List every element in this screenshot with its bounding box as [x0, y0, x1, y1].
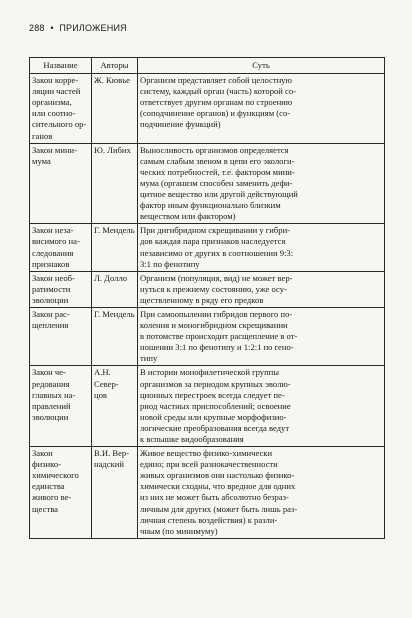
- law-name-cell: Закон корре- ляции частей организма, или соотно- сительного ор- ганов: [30, 74, 92, 144]
- page-number: 288: [29, 23, 45, 33]
- law-essence-cell: При дигибридном скрещивании у гибри- дов каждая пара признаков наследуется независимо от других в соотношении 9:3: 3:1 по фенотипу: [138, 224, 385, 271]
- table-row: [30, 271, 385, 307]
- law-name-cell: Закон че- редования главных на- правлений эволюции: [30, 366, 92, 447]
- law-name-cell: Закон рас- щепления: [30, 307, 92, 365]
- column-header-essence: Суть: [138, 58, 385, 74]
- column-header-authors: Авторы: [92, 58, 138, 74]
- section-title: ПРИЛОЖЕНИЯ: [59, 23, 127, 33]
- bullet-separator: •: [50, 23, 54, 33]
- table-row: [30, 307, 385, 365]
- column-header-name: Название: [30, 58, 92, 74]
- law-essence-cell: В истории монофилетической группы организмов за периодом крупных эволю- ционных перестроек всегда следует пе- риод частных приспособлений; освоение новой среды или крупные морфофизио- логические преобразования всегда ведут к вспышке видообразования: [138, 366, 385, 447]
- table-row: [30, 224, 385, 271]
- table-row: [30, 366, 385, 447]
- table-row: [30, 143, 385, 224]
- law-author-cell: Ж. Кювье: [92, 74, 138, 144]
- law-essence-cell: Организм представляет собой целостную систему, каждый орган (часть) которой со- ответствует другим органам по строению (соподчинение органов) и функциям (со- подчинение функций): [138, 74, 385, 144]
- law-essence-cell: Живое вещество физико-химически едино; при всей разнокачественности живых организмов они настолько физико- химически сходны, что вредное для одних из них не может быть абсолютно безраз- личным для других (может быть лишь раз- личная степень воздействия) к разли- чным (по минимуму): [138, 447, 385, 539]
- law-name-cell: Закон физико- химического единства живого ве- щества: [30, 447, 92, 539]
- law-essence-cell: Выносливость организмов определяется самым слабым звеном в цепи его экологи- ческих потребностей, т.е. фактором мини- мума (организм способен заменить дефи- цитное вещество или другой действующий фактор иным функционально близким веществом или фактором): [138, 143, 385, 224]
- law-name-cell: Закон неза- висимого на- следования признаков: [30, 224, 92, 271]
- law-name-cell: Закон мини- мума: [30, 143, 92, 224]
- law-author-cell: Г. Мендель: [92, 307, 138, 365]
- law-author-cell: Г. Мендель: [92, 224, 138, 271]
- law-author-cell: В.И. Вер- надский: [92, 447, 138, 539]
- law-author-cell: А.Н. Север- цов: [92, 366, 138, 447]
- table-row: [30, 447, 385, 539]
- law-author-cell: Ю. Либих: [92, 143, 138, 224]
- laws-table: [29, 57, 385, 539]
- page-header: [29, 23, 127, 33]
- table-row: [30, 74, 385, 144]
- law-essence-cell: При самоопылении гибридов первого по- коления и моногибридном скрещивании в потомстве происходит расщепление в от- ношении 3:1 по фенотипу и 1:2:1 по гено- типу: [138, 307, 385, 365]
- table-header-row: [30, 58, 385, 74]
- law-author-cell: Л. Долло: [92, 271, 138, 307]
- law-name-cell: Закон необ- ратимости эволюции: [30, 271, 92, 307]
- law-essence-cell: Организм (популяция, вид) не может вер- нуться к прежнему состоянию, уже осу- ществленному в ряду его предков: [138, 271, 385, 307]
